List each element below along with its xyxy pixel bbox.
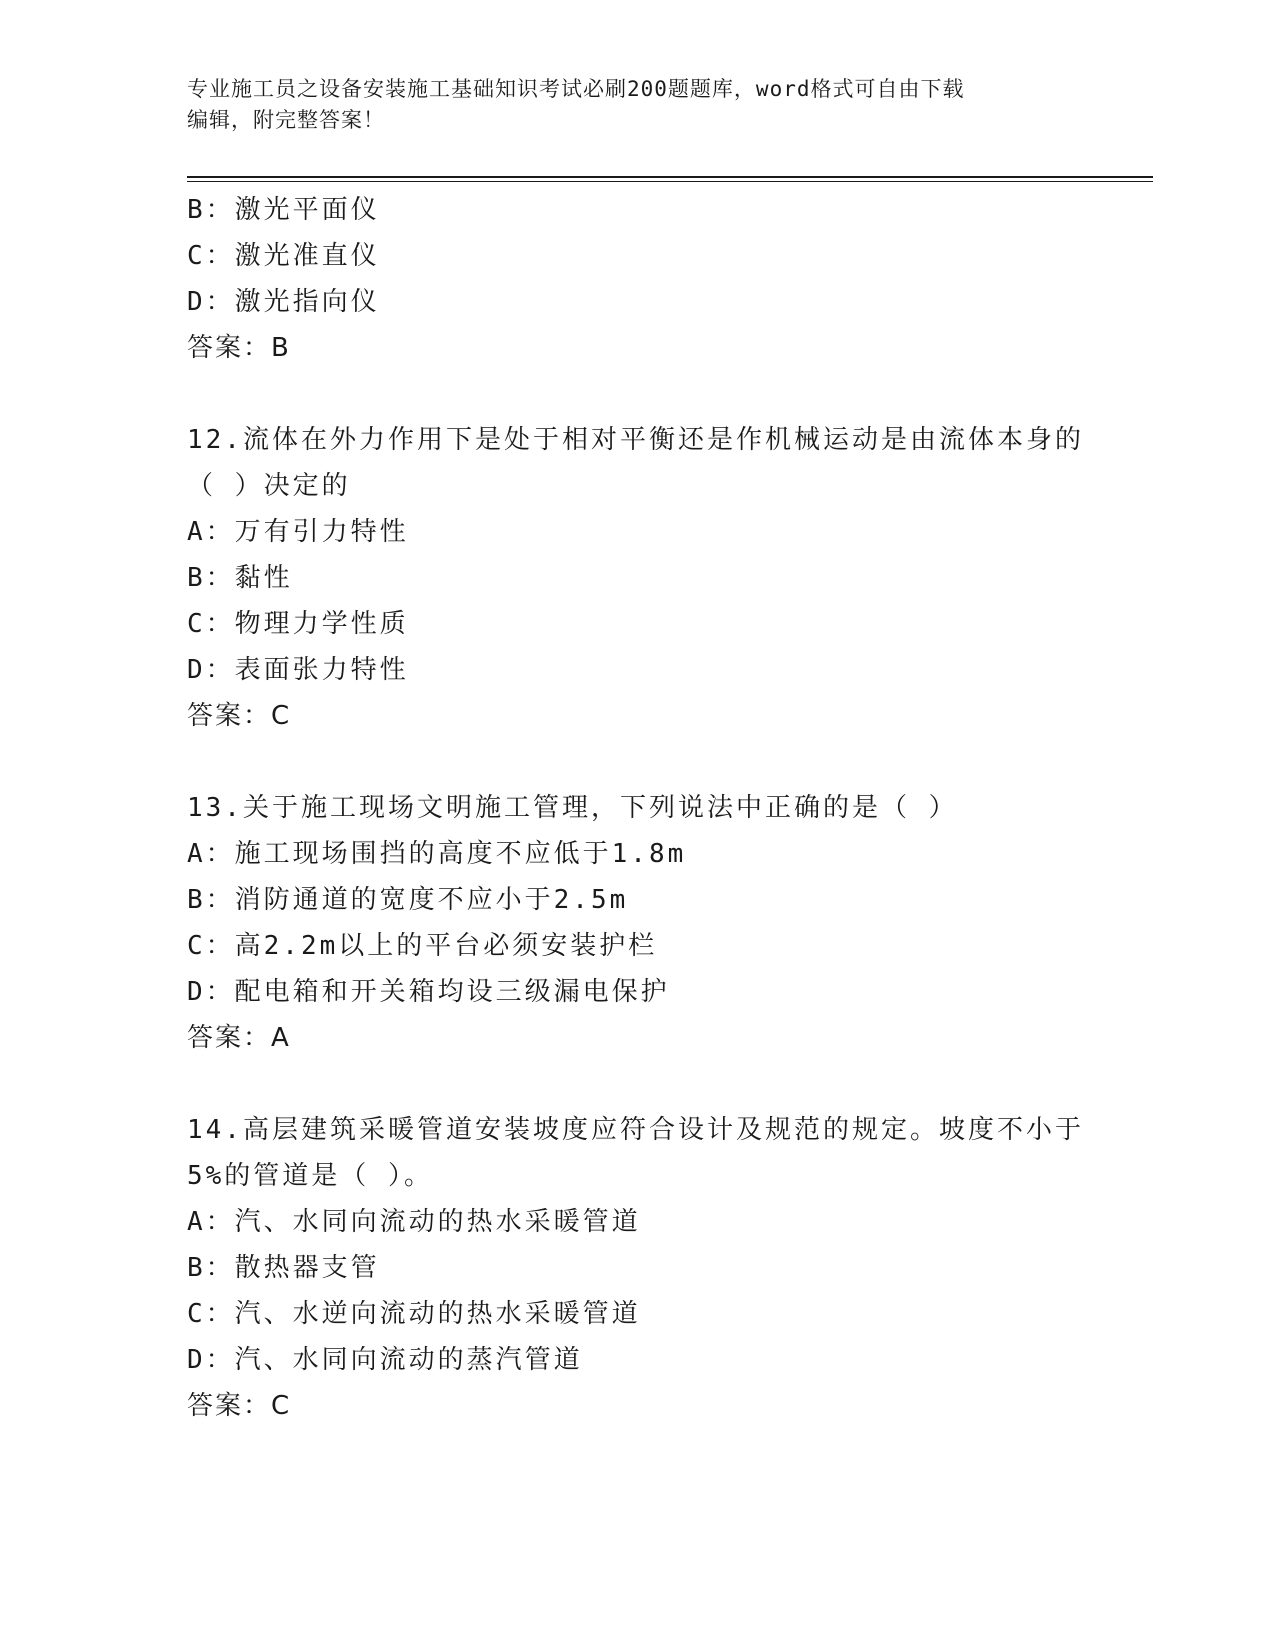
option-b: B：散热器支管 — [187, 1253, 380, 1283]
spacer — [187, 739, 1107, 785]
option-d: D：激光指向仪 — [187, 287, 380, 317]
question-content — [187, 187, 1107, 1429]
option-a: A：施工现场围挡的高度不应低于1.8m — [187, 839, 687, 869]
option-a: A：万有引力特性 — [187, 517, 409, 547]
spacer — [187, 371, 1107, 417]
question-stem: 13.关于施工现场文明施工管理，下列说法中正确的是（ ） — [187, 793, 958, 823]
option-a: A：汽、水同向流动的热水采暖管道 — [187, 1207, 641, 1237]
option-d: D：配电箱和开关箱均设三级漏电保护 — [187, 977, 670, 1007]
option-c: C：激光准直仪 — [187, 241, 380, 271]
answer-line: 答案：A — [187, 1023, 291, 1053]
question-stem: 5%的管道是（ ）。 — [187, 1161, 433, 1191]
question-11-continuation — [187, 187, 1107, 371]
option-b: B：激光平面仪 — [187, 195, 380, 225]
document-header — [187, 74, 1087, 136]
answer-line: 答案：C — [187, 1391, 292, 1421]
header-rule-thick — [187, 176, 1153, 178]
header-title-line1: 专业施工员之设备安装施工基础知识考试必刷200题题库，word格式可自由下载 — [187, 77, 965, 101]
answer-line: 答案：C — [187, 701, 292, 731]
option-b: B：黏性 — [187, 563, 293, 593]
option-d: D：汽、水同向流动的蒸汽管道 — [187, 1345, 583, 1375]
question-stem: 14.高层建筑采暖管道安装坡度应符合设计及规范的规定。坡度不小于 — [187, 1115, 1084, 1145]
option-b: B：消防通道的宽度不应小于2.5m — [187, 885, 629, 915]
header-title-line2: 编辑，附完整答案！ — [187, 108, 385, 132]
question-14 — [187, 1107, 1107, 1429]
question-12 — [187, 417, 1107, 739]
question-stem: 12.流体在外力作用下是处于相对平衡还是作机械运动是由流体本身的 — [187, 425, 1084, 455]
option-c: C：高2.2m以上的平台必须安装护栏 — [187, 931, 658, 961]
header-rule-thin — [187, 181, 1153, 182]
option-d: D：表面张力特性 — [187, 655, 409, 685]
question-13 — [187, 785, 1107, 1061]
spacer — [187, 1061, 1107, 1107]
answer-line: 答案：B — [187, 333, 291, 363]
option-c: C：汽、水逆向流动的热水采暖管道 — [187, 1299, 641, 1329]
question-stem: （ ）决定的 — [187, 471, 351, 501]
option-c: C：物理力学性质 — [187, 609, 409, 639]
